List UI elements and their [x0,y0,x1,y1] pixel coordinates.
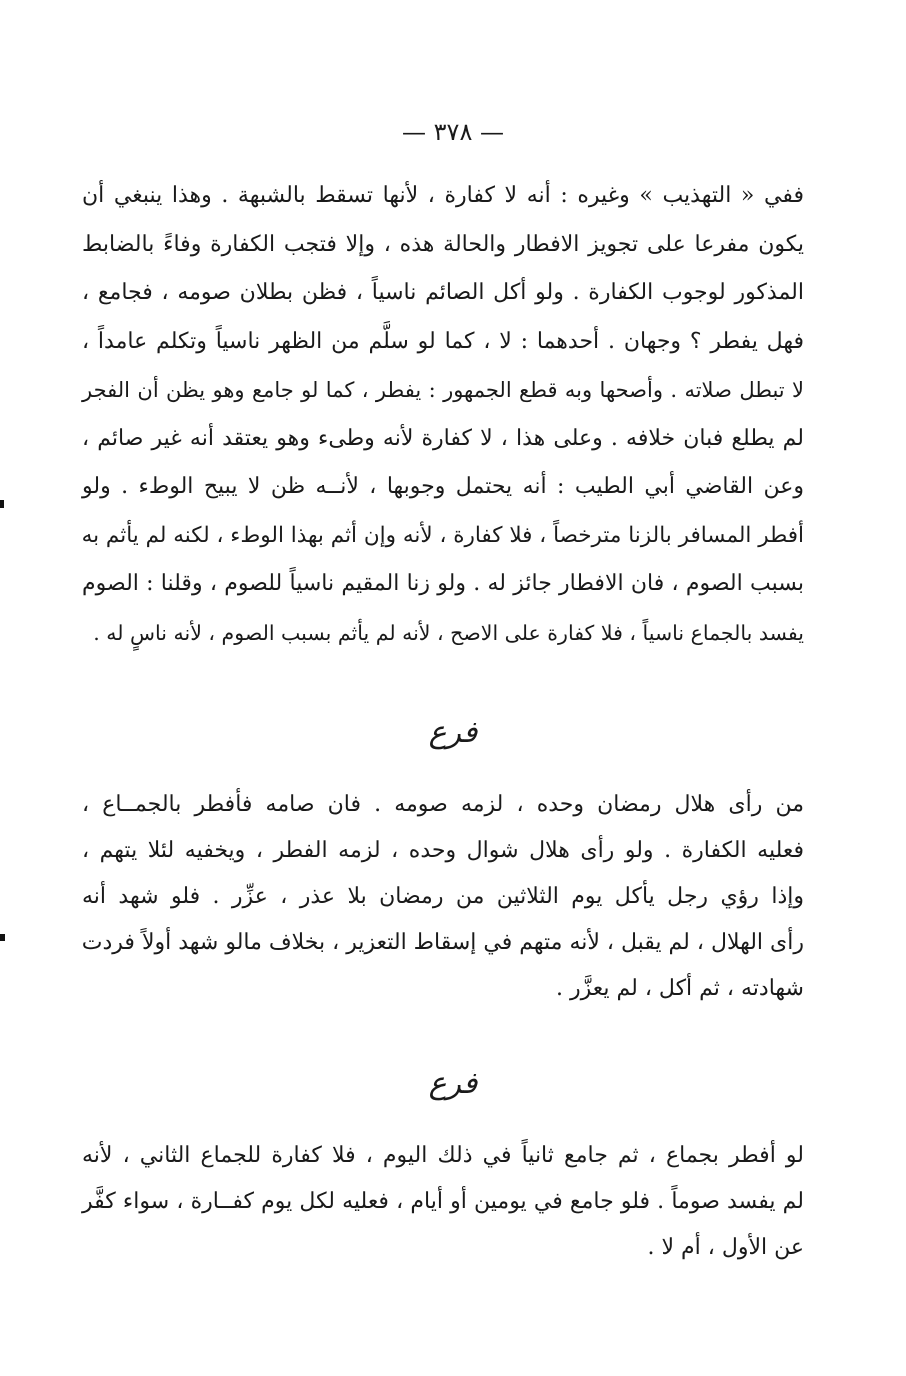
text-line: يفسد بالجماع ناسياً ، فلا كفارة على الاصح ، لأنه لم يأثم بسبب الصوم ، لأنه ناسٍ له . [93,620,804,645]
text-line: وعن القاضي أبي الطيب : أنه يحتمل وجوبها ، لأنــه ظن لا يبيح الوطء . ولو [82,474,804,499]
text-line: بسبب الصوم ، فان الافطار جائز له . ولو زنا المقيم ناسياً للصوم ، وقلنا : الصوم [82,571,804,596]
paragraph-main [82,172,804,657]
text-line: لم يطلع فبان خلافه . وعلى هذا ، لا كفارة لأنه وطىء وهو يعتقد أنه غير صائم ، [82,425,804,451]
text-line: عن الأول ، أم لا . [647,1235,804,1260]
text-line: من رأى هلال رمضان وحده ، لزمه صومه . فان صامه فأفطر بالجمــاع ، [82,792,804,817]
text-line: ففي « التهذيب » وغيره : أنه لا كفارة ، لأنها تسقط بالشبهة . وهذا ينبغي أن [82,183,804,208]
text-line: لو أفطر بجماع ، ثم جامع ثانياً في ذلك اليوم ، فلا كفارة للجماع الثاني ، لأنه [82,1143,804,1168]
section-heading: فرع [428,715,478,750]
scan-edge-mark [0,934,5,941]
paragraph-repeated-intercourse [82,1133,804,1271]
text-line: أفطر المسافر بالزنا مترخصاً ، فلا كفارة ، لأنه وإن أثم بهذا الوطء ، لكنه لم يأثم به [81,522,804,548]
text-line: شهادته ، ثم أكل ، لم يعزَّر . [556,976,804,1001]
section-heading: فرع [428,1066,478,1101]
text-line: فهل يفطر ؟ وجهان . أحدهما : لا ، كما لو سلَّم من الظهر ناسياً وتكلم عامداً ، [82,328,804,354]
text-line: لم يفسد صوماً . فلو جامع في يومين أو أيام ، فعليه لكل يوم كفــارة ، سواء كفَّر [82,1189,804,1214]
paragraph-moon-sighting [82,782,804,1012]
scan-edge-mark [0,500,4,508]
text-line: فعليه الكفارة . ولو رأى هلال شوال وحده ، لزمه الفطر ، ويخفيه لئلا يتهم ، [82,838,804,863]
text-line: رأى الهلال ، لم يقبل ، لأنه متهم في إسقاط التعزير ، بخلاف مالو شهد أولاً فردت [81,930,804,955]
text-line: لا تبطل صلاته . وأصحها وبه قطع الجمهور : يفطر ، كما لو جامع وهو يظن أن الفجر [82,378,804,402]
text-line: وإذا رؤي رجل يأكل يوم الثلاثين من رمضان بلا عذر ، عزِّر . فلو شهد أنه [82,884,804,909]
text-line: يكون مفرعا على تجويز الافطار والحالة هذه ، وإلا فتجب الكفارة وفاءً بالضابط [82,231,804,257]
text-line: المذكور لوجوب الكفارة . ولو أكل الصائم ناسياً ، فظن بطلان صومه ، فجامع ، [82,280,804,305]
page-number: — ٣٧٨ — [402,118,504,146]
